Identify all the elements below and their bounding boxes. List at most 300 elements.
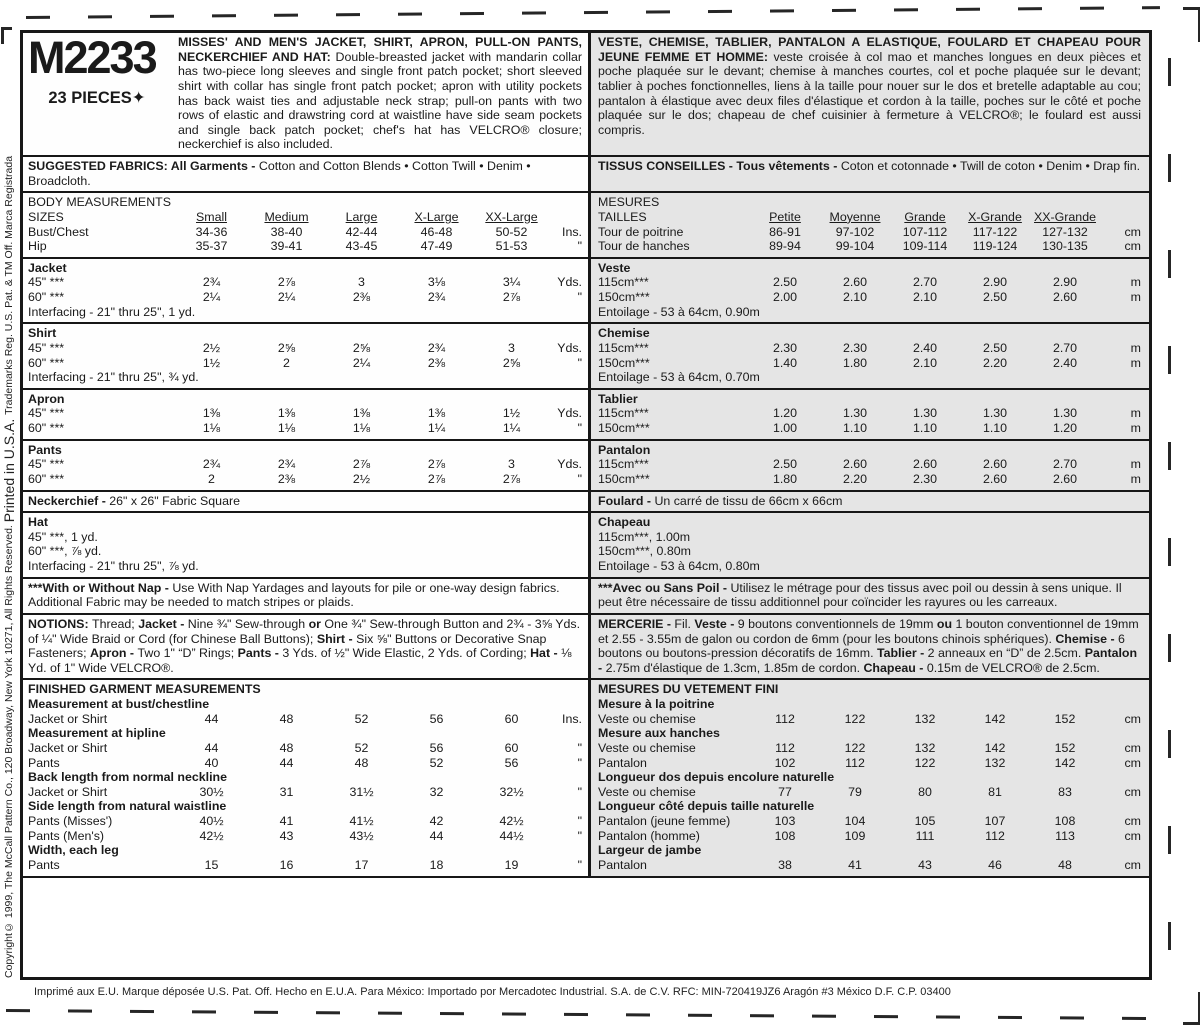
text-segment: Veste -	[694, 616, 738, 631]
table-cell: 2⅞	[427, 471, 446, 486]
table-row	[598, 261, 1141, 276]
table-cell: 112	[985, 828, 1005, 843]
table-cell: 2.30	[912, 471, 938, 486]
table-cell: 35-37	[195, 239, 228, 254]
table-cell: cm	[1124, 740, 1141, 755]
table-cell: 102	[774, 755, 796, 770]
section-pants	[23, 441, 1149, 492]
text-segment: Trademarks Reg. U.S. Pat. & TM Off. Marca Registrada	[3, 155, 15, 415]
table-cell: 39-41	[270, 239, 303, 254]
table-row	[598, 225, 1141, 240]
table-cell: 2.50	[772, 275, 798, 290]
table-row	[28, 472, 582, 487]
table-cell: 2.50	[772, 457, 798, 472]
text-segment: Pants -	[237, 646, 283, 661]
section-fabrics	[23, 157, 1149, 193]
table-row	[28, 239, 582, 254]
table-row	[28, 341, 582, 356]
table-cell: 142	[984, 740, 1006, 755]
table-cell: 42	[429, 814, 444, 828]
text-segment: One ¾" Sew-through Button and 2¾ - 3⅝ Yds. of ¼" Wide Braid or Cord (for Chinese Ball Buttons);	[28, 616, 581, 646]
table-cell: 81	[988, 784, 1002, 799]
hat-line: 115cm***, 1.00m	[598, 529, 691, 544]
table-cell: Longueur côté depuis taille naturelle	[598, 799, 815, 814]
table-cell: Pants	[28, 857, 60, 872]
table-cell: Yds.	[557, 406, 582, 421]
text-segment: ***With or Without Nap -	[28, 580, 173, 595]
table-row	[598, 472, 1141, 487]
table-cell: 47-49	[420, 239, 453, 254]
table-cell: 1.00	[772, 421, 798, 435]
table-cell: 2.90	[1052, 275, 1078, 290]
table-row	[28, 814, 582, 829]
table-cell: 2⅝	[277, 340, 296, 355]
table-cell: 132	[914, 711, 936, 726]
table-cell: 112	[775, 740, 795, 755]
table-cell: cm	[1124, 784, 1141, 799]
table-row	[28, 858, 582, 873]
table-row	[598, 370, 1141, 385]
text-segment: 26" x 26" Fabric Square	[109, 493, 240, 508]
table-cell: 2¾	[202, 457, 221, 472]
table-cell: Petite	[769, 209, 801, 224]
table-cell: Largeur de jambe	[598, 843, 702, 858]
neckerchief-english	[23, 492, 591, 512]
table-cell: 34-36	[195, 224, 228, 239]
body-measurements-french	[591, 193, 1149, 257]
table-cell: 104	[844, 814, 866, 828]
table-cell: Large	[345, 209, 378, 224]
table-cell: 2.60	[1052, 290, 1078, 304]
table-cell: 52	[354, 711, 369, 726]
table-cell: 3¼	[502, 275, 521, 290]
table-cell: 41½	[349, 814, 374, 828]
section-nap-note	[23, 579, 1149, 615]
table-cell: 142	[984, 711, 1006, 726]
table-cell: 43	[279, 828, 294, 843]
table-cell: 41	[279, 814, 294, 828]
shirt-table-en	[28, 326, 582, 385]
table-cell: 119-124	[972, 239, 1018, 254]
table-cell: 103	[774, 814, 796, 828]
table-row	[598, 356, 1141, 371]
table-cell: Interfacing - 21" thru 25", 1 yd.	[28, 304, 196, 319]
table-cell: 1⅜	[352, 406, 371, 421]
text-segment: Tablier -	[876, 646, 928, 661]
table-cell: Grande	[904, 209, 946, 224]
table-cell: 1¼	[427, 421, 446, 435]
table-cell: 2.50	[982, 340, 1008, 355]
table-row	[28, 356, 582, 371]
table-cell: 132	[914, 740, 936, 755]
text-segment: MISSES' AND MEN'S JACKET, SHIRT, APRON, PULL-ON PANTS, NECKERCHIEF AND HAT:	[178, 35, 582, 64]
table-row	[28, 697, 582, 712]
text-segment: TISSUS CONSEILLES - Tous vêtements -	[598, 159, 841, 173]
top-right-corner-mark	[1183, 7, 1200, 42]
table-cell: 2.70	[1052, 340, 1078, 355]
text-segment: 1 bouton conventionnel de 19mm et 2.55 - 3.55m de galon ou cordon de 6mm (pour les boutons chinois sphériques).	[598, 616, 1139, 646]
table-cell: "	[577, 828, 582, 843]
table-cell: 48	[1058, 857, 1072, 872]
text-segment: or	[308, 616, 325, 631]
table-cell: Small	[196, 209, 227, 224]
body-measurements-table-en	[28, 195, 582, 254]
table-cell: 2¾	[202, 275, 221, 290]
table-cell: 2¼	[202, 290, 221, 304]
table-row	[28, 305, 582, 320]
table-cell: 2.60	[982, 471, 1008, 486]
table-row	[598, 682, 1141, 697]
table-cell: 3	[508, 457, 515, 472]
table-cell: 16	[279, 857, 294, 872]
table-cell: m	[1130, 471, 1141, 486]
table-cell: 1.80	[842, 355, 868, 370]
table-cell: 142	[1054, 755, 1076, 770]
table-cell: Back length from normal neckline	[28, 770, 227, 785]
footer-print-line: Imprimé aux E.U. Marque déposée U.S. Pat. Off. Hecho en E.U.A. Para México: Importado por Mercadotec Industrial. S.A. de C.V. RFC: MIN-720419JZ6 Aragón #3 México D.F. C.P. 03400	[34, 986, 951, 998]
table-cell: 2.10	[912, 355, 938, 370]
text-segment: Un carré de tissu de 66cm x 66cm	[654, 493, 843, 508]
table-cell: 2.30	[842, 340, 868, 355]
table-cell: 45" ***	[28, 275, 65, 290]
table-cell: 115cm***	[598, 406, 649, 421]
table-cell: 130-135	[1042, 239, 1088, 254]
table-cell: Width, each leg	[28, 843, 119, 858]
apron-yardage-french	[591, 390, 1149, 439]
neckerchief-french	[591, 492, 1149, 512]
table-cell: Pants (Misses')	[28, 814, 113, 828]
hat-line: 45" ***, 1 yd.	[28, 529, 98, 544]
pattern-number: M2233	[28, 32, 156, 83]
text-segment: ou	[936, 616, 956, 631]
notions-french	[591, 615, 1149, 679]
table-cell: 99-104	[835, 239, 875, 254]
table-cell: 43	[918, 857, 932, 872]
table-cell: Medium	[264, 209, 309, 224]
shirt-yardage-english	[23, 324, 591, 388]
table-cell: Pants	[28, 755, 60, 770]
table-cell: cm	[1124, 814, 1141, 828]
table-cell: 1.40	[772, 355, 798, 370]
table-cell: 50-52	[495, 224, 528, 239]
table-cell: 122	[844, 740, 866, 755]
hat-line: 60" ***, ⅞ yd.	[28, 544, 102, 559]
table-cell: Yds.	[557, 457, 582, 472]
table-cell: 108	[1054, 814, 1076, 828]
table-cell: 2¼	[352, 355, 371, 370]
table-cell: TAILLES	[598, 209, 647, 224]
table-cell: 2.10	[912, 290, 938, 304]
jacket-table-fr	[598, 261, 1141, 320]
table-cell: 43-45	[345, 239, 378, 254]
table-row	[598, 239, 1141, 254]
table-cell: 60	[504, 740, 519, 755]
table-cell: Jacket or Shirt	[28, 740, 108, 755]
table-row	[28, 799, 582, 814]
table-row	[598, 443, 1141, 458]
table-cell: Mesure à la poitrine	[598, 697, 715, 711]
table-cell: Tour de poitrine	[598, 224, 684, 239]
text-segment: Jacket -	[138, 616, 188, 631]
text-segment: Pantalon -	[598, 646, 1138, 675]
table-cell: XX-Grande	[1034, 209, 1096, 224]
fabrics-english	[23, 157, 591, 191]
text-segment: Nine ¾" Sew-through	[187, 616, 309, 631]
table-cell: Interfacing - 21" thru 25", ¾ yd.	[28, 370, 199, 385]
table-cell: 19	[504, 857, 519, 872]
text-segment: Neckerchief -	[28, 493, 110, 508]
table-cell: 2⅜	[427, 355, 446, 370]
table-row	[28, 392, 582, 407]
jacket-yardage-french	[591, 259, 1149, 323]
finished-table-fr	[598, 682, 1141, 872]
table-cell: Side length from natural waistline	[28, 799, 227, 814]
section-shirt	[23, 324, 1149, 390]
apron-table-fr	[598, 392, 1141, 436]
table-cell: Ins.	[562, 224, 582, 239]
right-cut-dashed-line	[1168, 58, 1171, 970]
finished-measurements-french	[591, 680, 1149, 875]
text-segment: Chemise -	[1055, 631, 1119, 646]
table-cell: 109	[844, 828, 866, 843]
table-cell: 2⅜	[277, 471, 296, 486]
table-cell: 17	[354, 857, 369, 872]
table-row	[28, 275, 582, 290]
text-segment: ⅛ Yd. of 1" Wide VELCRO®.	[28, 646, 572, 675]
table-cell: 107	[984, 814, 1006, 828]
table-cell: 46-48	[420, 224, 453, 239]
table-cell: 122	[914, 755, 936, 770]
table-row	[28, 682, 582, 697]
table-cell: 2.60	[982, 457, 1008, 472]
table-row	[598, 457, 1141, 472]
table-cell: 150cm***	[598, 471, 650, 486]
pattern-number-block	[28, 32, 174, 152]
table-cell: 15	[204, 857, 219, 872]
table-cell: 48	[279, 711, 294, 726]
top-cut-dashed-line	[26, 6, 1160, 19]
table-cell: 40½	[199, 814, 224, 828]
table-cell: 150cm***	[598, 290, 650, 304]
table-cell: cm	[1124, 755, 1141, 770]
table-cell: Jacket or Shirt	[28, 711, 108, 726]
table-cell: 79	[848, 784, 862, 799]
table-cell: 2.20	[842, 471, 868, 486]
apron-yardage-english	[23, 390, 591, 439]
table-cell: Measurement at bust/chestline	[28, 697, 210, 711]
notions-english	[23, 615, 591, 679]
header-english	[23, 33, 591, 155]
table-row	[28, 421, 582, 436]
table-row	[598, 843, 1141, 858]
table-cell: 52	[429, 755, 444, 770]
table-row	[28, 290, 582, 305]
table-cell: 2.60	[1052, 471, 1078, 486]
table-cell: 2½	[202, 340, 221, 355]
table-cell: 2.70	[1052, 457, 1078, 472]
table-cell: 32½	[499, 784, 524, 799]
table-cell: 32	[429, 784, 444, 799]
pants-yardage-french	[591, 441, 1149, 490]
table-cell: 115cm***	[598, 457, 649, 472]
table-cell: 1.10	[912, 421, 938, 435]
table-row	[598, 326, 1141, 341]
table-cell: 3	[508, 340, 515, 355]
text-segment: Apron -	[89, 646, 138, 661]
table-row	[28, 406, 582, 421]
table-row	[28, 370, 582, 385]
table-cell: Pantalon	[598, 755, 647, 770]
table-row	[28, 712, 582, 727]
table-row	[28, 457, 582, 472]
finished-table-en	[28, 682, 582, 872]
table-row	[28, 443, 582, 458]
table-cell: 2⅝	[352, 340, 371, 355]
table-cell: 3⅛	[427, 275, 446, 290]
text-segment: Hat -	[530, 646, 562, 661]
table-cell: Chemise	[598, 326, 650, 341]
main-info-box	[20, 30, 1152, 980]
table-cell: 2¾	[427, 290, 446, 304]
text-segment: Cotton and Cotton Blends • Cotton Twill • Denim • Broadcloth.	[28, 159, 531, 188]
hat-english	[23, 513, 591, 577]
table-cell: 1.30	[1052, 406, 1078, 421]
table-cell: MESURES DU VETEMENT FINI	[598, 682, 779, 697]
table-cell: 107-112	[902, 224, 948, 239]
table-cell: X-Large	[414, 209, 459, 224]
table-cell: 30½	[199, 784, 224, 799]
table-row	[28, 261, 582, 276]
table-cell: 44	[429, 828, 444, 843]
table-cell: 2⅞	[502, 290, 521, 304]
table-row	[28, 195, 582, 210]
table-cell: 48	[279, 740, 294, 755]
table-cell: 1½	[502, 406, 521, 421]
table-cell: Yds.	[557, 340, 582, 355]
table-cell: 115cm***	[598, 275, 649, 290]
table-cell: 31½	[349, 784, 374, 799]
table-cell: 152	[1054, 711, 1076, 726]
table-cell: Yds.	[557, 275, 582, 290]
pieces-count: 23 PIECES✦	[48, 88, 146, 107]
table-cell: m	[1130, 406, 1141, 421]
table-cell: 1⅛	[352, 421, 371, 435]
table-cell: 60" ***	[28, 290, 65, 304]
table-cell: SIZES	[28, 209, 64, 224]
fabrics-french	[591, 157, 1149, 191]
table-cell: cm	[1124, 224, 1141, 239]
table-cell: 132	[984, 755, 1006, 770]
text-segment: Six ⅝" Buttons or Decorative Snap Fasteners;	[28, 631, 547, 661]
table-cell: Entoilage - 53 à 64cm, 0.70m	[598, 370, 760, 385]
text-segment: Fil.	[674, 616, 695, 631]
table-row	[28, 726, 582, 741]
table-cell: 2.40	[1052, 355, 1078, 370]
table-row	[28, 326, 582, 341]
table-cell: 111	[915, 828, 935, 843]
table-cell: 2¼	[277, 290, 296, 304]
table-cell: Ins.	[562, 711, 582, 726]
table-cell: 56	[429, 711, 444, 726]
jacket-yardage-english	[23, 259, 591, 323]
table-cell: 108	[774, 828, 796, 843]
pants-table-fr	[598, 443, 1141, 487]
table-cell: 44½	[499, 828, 524, 843]
table-cell: 44	[204, 740, 219, 755]
table-cell: 2.30	[772, 340, 798, 355]
table-cell: 89-94	[769, 239, 801, 254]
table-cell: 18	[429, 857, 444, 872]
table-cell: 1⅜	[277, 406, 296, 421]
table-cell: 38	[778, 857, 792, 872]
shirt-yardage-french	[591, 324, 1149, 388]
table-row	[598, 829, 1141, 844]
table-cell: 127-132	[1042, 224, 1088, 239]
text-segment: Printed in U.S.A.	[1, 414, 17, 523]
table-cell: 42½	[499, 814, 524, 828]
table-cell: 2¾	[277, 457, 296, 472]
table-cell: 1.20	[772, 406, 798, 421]
table-cell: 2¾	[427, 340, 446, 355]
copyright-sidebar	[1, 30, 19, 978]
table-row	[28, 829, 582, 844]
table-cell: 60" ***	[28, 471, 65, 486]
table-cell: 46	[988, 857, 1002, 872]
table-cell: 45" ***	[28, 340, 65, 355]
table-cell: Tour de hanches	[598, 239, 690, 254]
table-row	[598, 741, 1141, 756]
table-cell: 1.80	[772, 471, 798, 486]
body-measurements-table-fr	[598, 195, 1141, 254]
table-cell: cm	[1124, 857, 1141, 872]
text-segment: 2.75m d'élastique de 1.3cm, 1.85m de cordon.	[605, 660, 864, 675]
table-row	[598, 814, 1141, 829]
table-row	[598, 756, 1141, 771]
text-segment: 0.15m de VELCRO® de 2.5cm.	[926, 660, 1100, 675]
text-segment: Copyright© 1999, The McCall Pattern Co., 120 Broadway, New York 10271, All Rights Reserved.	[3, 522, 15, 978]
table-cell: BODY MEASUREMENTS	[28, 195, 171, 210]
text-segment: Use With Nap Yardages and layouts for pile or one-way design fabrics. Additional Fabric may be needed to match stripes or plaids.	[28, 580, 560, 610]
finished-measurements-english	[23, 680, 591, 875]
table-cell: 45" ***	[28, 406, 65, 421]
blank-area	[23, 878, 1149, 978]
table-cell: 2½	[352, 471, 371, 486]
table-cell: 48	[354, 755, 369, 770]
table-cell: 1.10	[982, 421, 1008, 435]
table-cell: cm	[1124, 828, 1141, 843]
table-row	[28, 785, 582, 800]
table-cell: Moyenne	[829, 209, 881, 224]
table-cell: 60" ***	[28, 421, 65, 435]
table-cell: 1.30	[912, 406, 938, 421]
table-cell: 38-40	[270, 224, 303, 239]
table-cell: 112	[775, 711, 795, 726]
table-cell: Longueur dos depuis encolure naturelle	[598, 770, 835, 785]
table-cell: Entoilage - 53 à 64cm, 0.90m	[598, 304, 760, 319]
table-row	[598, 392, 1141, 407]
table-cell: 42-44	[345, 224, 378, 239]
table-cell: cm	[1124, 239, 1141, 254]
text-segment: veste croisée à col mao et manches longues en deux pièces et poche plaquée sur le devant; chemise à manches courtes, col et poche plaquée sur le devant; tablier à poches fonctionnelles, liens à la taille pour nouer sur le dos et bretelle adaptable au cou; pantalon à élastique avec deux files d'élastique et cordon à la taille, poches sur le côté et poche plaquée sur le dos; chapeau de chef cuisinier à fermeture à VELCRO®; le foulard est aussi compris.	[598, 49, 1141, 137]
table-cell: 45" ***	[28, 457, 65, 472]
table-cell: 42½	[199, 828, 224, 843]
text-segment: Shirt -	[316, 631, 357, 646]
table-cell: Pantalon	[598, 857, 647, 872]
text-segment: Thread;	[92, 616, 139, 631]
table-cell: 105	[914, 814, 936, 828]
description-french	[591, 33, 1149, 155]
section-neckerchief	[23, 492, 1149, 514]
